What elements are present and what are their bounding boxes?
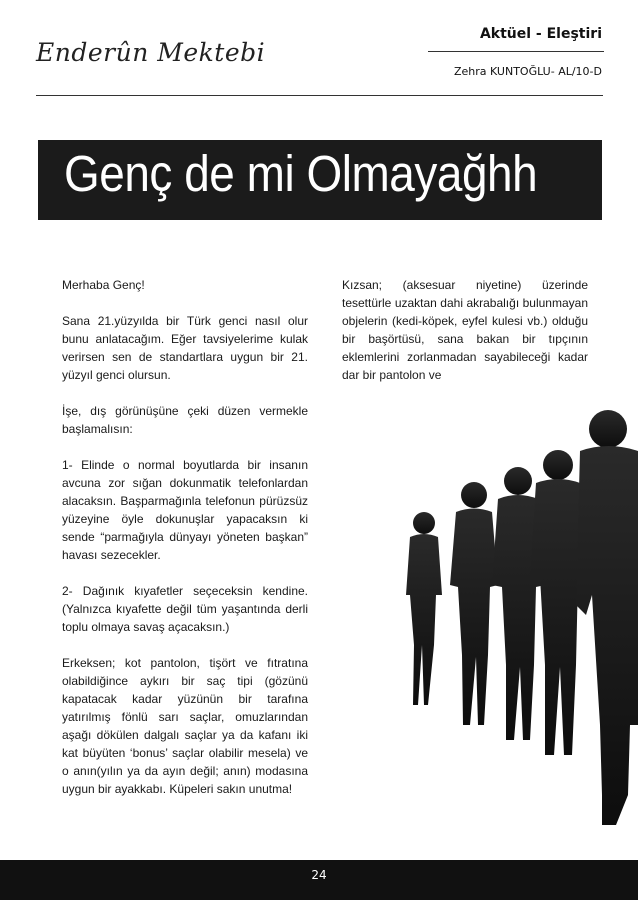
paragraph-clothes: 2- Dağınık kıyafetler seçeceksin kendine.(Yalnızca kıyafette değil tüm yaşantında derli toplu olmaya savaş açacaksın.) xyxy=(62,584,308,634)
paragraph-boys: Erkeksen; kot pantolon, tişört ve fıtratına olabildiğince aykırı bir saç tipi (gözünü kapatacak kadar yüzünün bir tarafına yatırılmış fönlü sarı saçlar, omuzlarından aşağı dökülen dalgalı saçlar ya da kafanı iki kat büyüten ‘bonus’ saçlar olabilir mesela) ve o anın(yılın ya da ayın değil; anın) modasına uygun bir ayakkabı. Küpeleri sakın unutma! xyxy=(62,656,308,796)
article-title: Genç de mi Olmayağhh xyxy=(64,145,538,202)
author-label: Zehra KUNTOĞLU- AL/10-D xyxy=(453,65,602,78)
header-divider xyxy=(36,95,603,96)
page-number: 24 xyxy=(311,868,327,882)
paragraph-intro: Sana 21.yüzyılda bir Türk genci nasıl olur bunu anlatacağım. Eğer tavsiyelerime kulak verirsen sen de standartlara uygun bir 21. yüzyıl genci olursun. xyxy=(62,314,308,382)
category-label: Aktüel - Eleştiri xyxy=(479,26,602,42)
paragraph-appearance: İşe, dış görünüşüne çeki düzen vermekle başlamalısın: xyxy=(62,404,308,436)
magazine-logo: Enderûn Mektebi xyxy=(36,38,266,67)
category-divider xyxy=(428,51,604,52)
left-column xyxy=(62,276,308,816)
youth-silhouettes-image xyxy=(340,395,638,860)
paragraph-girls: Kızsan; (aksesuar niyetine) üzerinde tesettürle uzaktan dahi akrabalığı bulunmayan objelerin (kedi-köpek, eyfel kulesi vb.) olduğu bir başörtüsü, sana bakan bir tıpçının eklemlerini zorlanmadan sayabileceği kadar dar bir pantolon ve xyxy=(342,278,588,382)
paragraph-phone: 1- Elinde o normal boyutlarda bir insanın avcuna zor sığan dokunmatik telefonlardan alacaksın. Başparmağınla telefonun pürüzsüz yüzeyine öyle dokunuşlar yapacaksın ki sende “parmağıyla dünyayı yöneten başkan” havası sezecekler. xyxy=(62,458,308,562)
right-column xyxy=(342,276,588,402)
paragraph-greeting: Merhaba Genç! xyxy=(62,278,145,292)
